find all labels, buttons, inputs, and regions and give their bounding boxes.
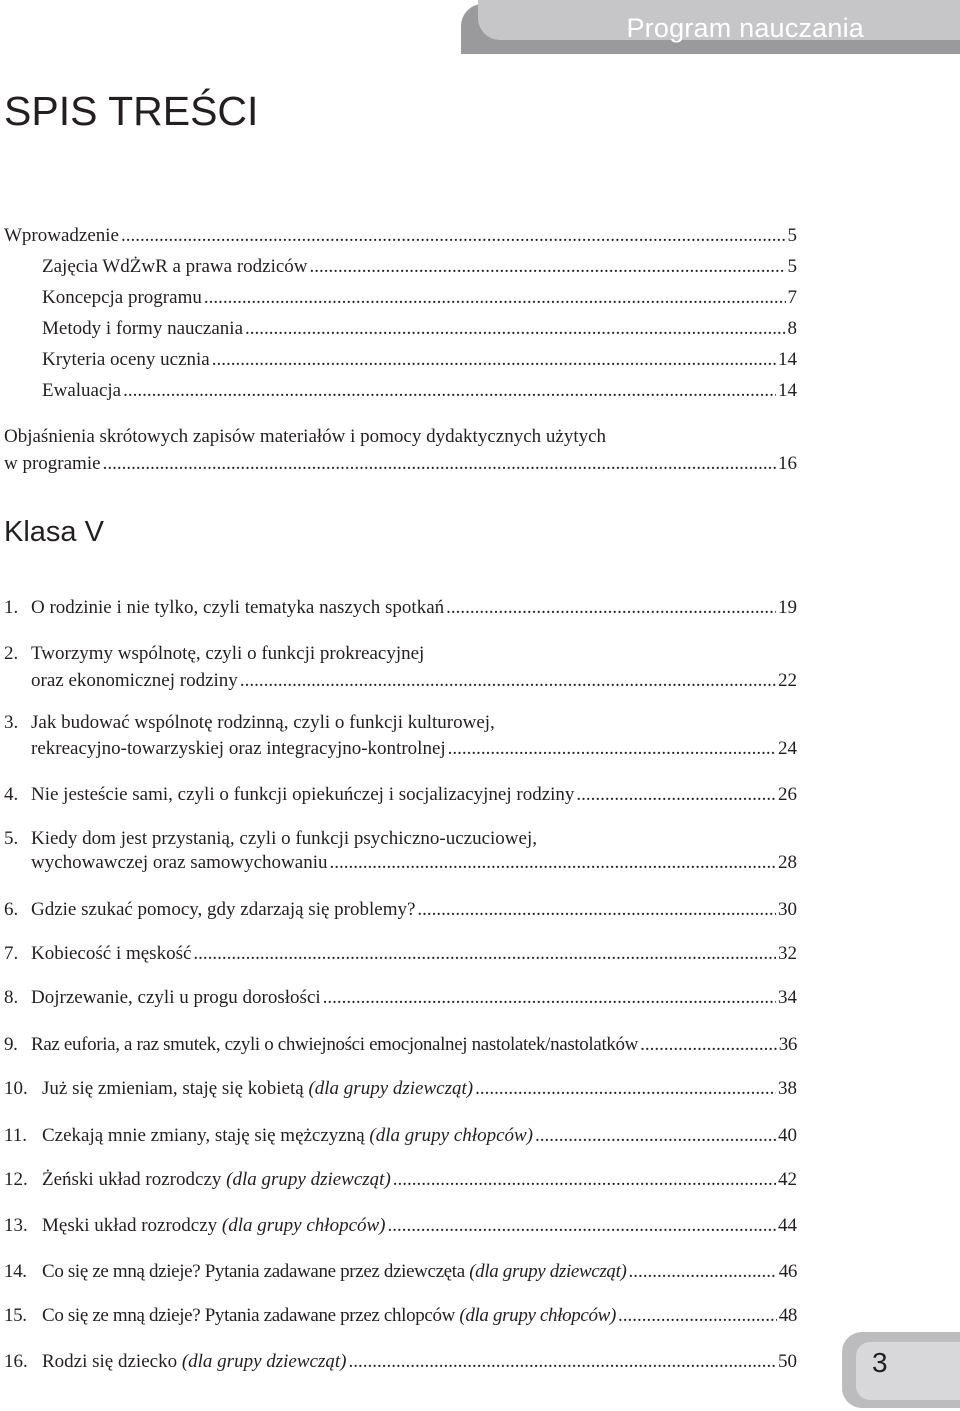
toc-entry-page: 38 xyxy=(778,1078,797,1099)
toc-entry-note: (dla grupy chłopców) xyxy=(369,1125,533,1146)
toc-entry-page: 14 xyxy=(778,380,797,401)
lesson-number: 10. xyxy=(4,1078,28,1099)
section-title: Klasa V xyxy=(4,516,104,548)
toc-entry-page: 36 xyxy=(778,1034,797,1055)
toc-entry-text: Kobiecość i męskość xyxy=(31,943,192,964)
toc-entry-lesson[interactable] xyxy=(4,784,797,806)
toc-entry-note: (dla grupy chłopców) xyxy=(221,1215,386,1236)
page-title: SPIS TREŚCI xyxy=(4,88,259,134)
toc-entry-lesson[interactable] xyxy=(4,1261,797,1283)
toc-entry-lesson[interactable] xyxy=(4,899,797,921)
toc-entry-text: Co się ze mną dzieje? Pytania zadawane przez dziewczęta xyxy=(42,1261,465,1282)
toc-entry-text: Dojrzewanie, czyli u progu dorosłości xyxy=(31,987,321,1008)
toc-entry-text: Tworzymy wspólnotę, czyli o funkcji prokreacyjnej xyxy=(31,643,425,664)
lesson-number: 14. xyxy=(4,1261,27,1282)
toc-entry-text: Co się ze mną dzieje? Pytania zadawane przez chlopców xyxy=(42,1305,455,1326)
toc-entry-page: 42 xyxy=(778,1169,797,1190)
toc-entry-text: Kryteria oceny ucznia xyxy=(42,349,210,370)
toc-entry-lesson-line1 xyxy=(4,712,797,734)
toc-entry-page: 44 xyxy=(778,1215,797,1236)
lesson-number: 12. xyxy=(4,1169,28,1190)
toc-entry-page: 30 xyxy=(778,899,797,920)
toc-entry-page: 22 xyxy=(778,670,797,691)
lesson-number: 6. xyxy=(4,899,19,920)
toc-entry-lesson-line1 xyxy=(4,643,797,665)
toc-entry-page: 32 xyxy=(778,943,797,964)
toc-entry-page: 28 xyxy=(778,852,797,873)
toc-entry-text: Żeński układ rozrodczy xyxy=(42,1169,222,1190)
toc-entry-text: O rodzinie i nie tylko, czyli tematyka naszych spotkań xyxy=(31,597,445,618)
toc-entry-lesson[interactable] xyxy=(4,1034,797,1056)
lesson-number: 15. xyxy=(4,1305,27,1326)
toc-entry-lesson[interactable] xyxy=(31,670,797,692)
toc-entry-page: 40 xyxy=(778,1125,797,1146)
toc-entry-explanations-line1: Objaśnienia skrótowych zapisów materiałów i pomocy dydaktycznych użytych xyxy=(4,426,607,447)
toc-entry-text: rekreacyjno-towarzyskiej oraz integracyjno-kontrolnej xyxy=(31,738,446,759)
toc-entry-page: 14 xyxy=(778,349,797,370)
toc-entry-page: 8 xyxy=(787,318,797,339)
toc-entry-lesson[interactable] xyxy=(4,1215,797,1237)
lesson-number: 16. xyxy=(4,1351,28,1372)
toc-entry-page: 34 xyxy=(778,987,797,1008)
toc-entry-note: (dla grupy dziewcząt) xyxy=(469,1261,627,1282)
toc-entry-page: 48 xyxy=(778,1305,797,1326)
lesson-number: 13. xyxy=(4,1215,28,1236)
toc-entry-page: 24 xyxy=(778,738,797,759)
toc-entry-intro[interactable] xyxy=(42,256,797,278)
toc-entry-lesson[interactable] xyxy=(4,1078,797,1100)
lesson-number: 1. xyxy=(4,597,19,618)
toc-entry-intro[interactable] xyxy=(42,287,797,309)
toc-entry-text: Rodzi się dziecko xyxy=(42,1351,178,1372)
toc-entry-explanations[interactable] xyxy=(4,453,797,475)
toc-entry-text: Nie jesteście sami, czyli o funkcji opiekuńczej i socjalizacyjnej rodziny xyxy=(31,784,575,805)
toc-entry-page: 50 xyxy=(778,1351,797,1372)
toc-entry-intro[interactable] xyxy=(42,318,797,340)
header-title: Program nauczania xyxy=(626,13,864,43)
toc-entry-intro[interactable] xyxy=(42,349,797,371)
toc-entry-text: w programie xyxy=(4,453,101,474)
toc-entry-text: Zajęcia WdŻwR a prawa rodziców xyxy=(42,256,308,277)
toc-entry-lesson[interactable] xyxy=(31,852,797,874)
lesson-number: 7. xyxy=(4,943,19,964)
toc-entry-text: Czekają mnie zmiany, staję się mężczyzną xyxy=(42,1125,365,1146)
toc-entry-note: (dla grupy dziewcząt) xyxy=(181,1351,347,1372)
toc-entry-text: wychowawczej oraz samowychowaniu xyxy=(31,852,328,873)
lesson-number: 8. xyxy=(4,987,19,1008)
toc-entry-lesson[interactable] xyxy=(4,943,797,965)
toc-entry-lesson-line1 xyxy=(4,828,797,850)
lesson-number: 5. xyxy=(4,828,19,849)
toc-entry-lesson[interactable] xyxy=(4,1305,797,1327)
toc-entry-text: Metody i formy nauczania xyxy=(42,318,244,339)
toc-entry-note: (dla grupy chłopców) xyxy=(459,1305,616,1326)
toc-entry-page: 26 xyxy=(778,784,797,805)
toc-entry-lesson[interactable] xyxy=(4,1125,797,1147)
toc-entry-intro[interactable] xyxy=(4,225,797,247)
toc-entry-page: 5 xyxy=(787,225,797,246)
toc-entry-text: Ewaluacja xyxy=(42,380,122,401)
toc-entry-note: (dla grupy dziewcząt) xyxy=(308,1078,474,1099)
lesson-number: 3. xyxy=(4,712,19,733)
toc-entry-text: Męski układ rozrodczy xyxy=(42,1215,218,1236)
toc-entry-text: Już się zmieniam, staję się kobietą xyxy=(42,1078,304,1099)
toc-entry-note: (dla grupy dziewcząt) xyxy=(226,1169,391,1190)
toc-entry-lesson[interactable] xyxy=(31,738,797,760)
toc-entry-text: Gdzie szukać pomocy, gdy zdarzają się problemy? xyxy=(31,899,416,920)
lesson-number: 9. xyxy=(4,1034,18,1055)
page-number: 3 xyxy=(872,1347,888,1378)
lesson-number: 11. xyxy=(4,1125,28,1146)
toc-entry-text: Raz euforia, a raz smutek, czyli o chwiejności emocjonalnej nastolatek/nastolatków xyxy=(31,1034,639,1055)
toc-entry-text: Koncepcja programu xyxy=(42,287,202,308)
toc-entry-lesson[interactable] xyxy=(4,987,797,1009)
toc-entry-page: 19 xyxy=(778,597,797,618)
toc-entry-lesson[interactable] xyxy=(4,597,797,619)
toc-entry-text: Jak budować wspólnotę rodzinną, czyli o funkcji kulturowej, xyxy=(31,712,495,733)
toc-entry-text: Wprowadzenie xyxy=(4,225,119,246)
lesson-number: 2. xyxy=(4,643,19,664)
toc-entry-page: 7 xyxy=(787,287,797,308)
toc-entry-text: Kiedy dom jest przystanią, czyli o funkcji psychiczno-uczuciowej, xyxy=(31,828,537,849)
toc-entry-page: 16 xyxy=(778,453,797,474)
toc-entry-lesson[interactable] xyxy=(4,1351,797,1373)
lesson-number: 4. xyxy=(4,784,19,805)
toc-entry-text: oraz ekonomicznej rodziny xyxy=(31,670,238,691)
toc-entry-page: 46 xyxy=(778,1261,797,1282)
toc-entry-page: 5 xyxy=(787,256,797,277)
toc-entry-intro[interactable] xyxy=(42,380,797,402)
toc-entry-lesson[interactable] xyxy=(4,1169,797,1191)
